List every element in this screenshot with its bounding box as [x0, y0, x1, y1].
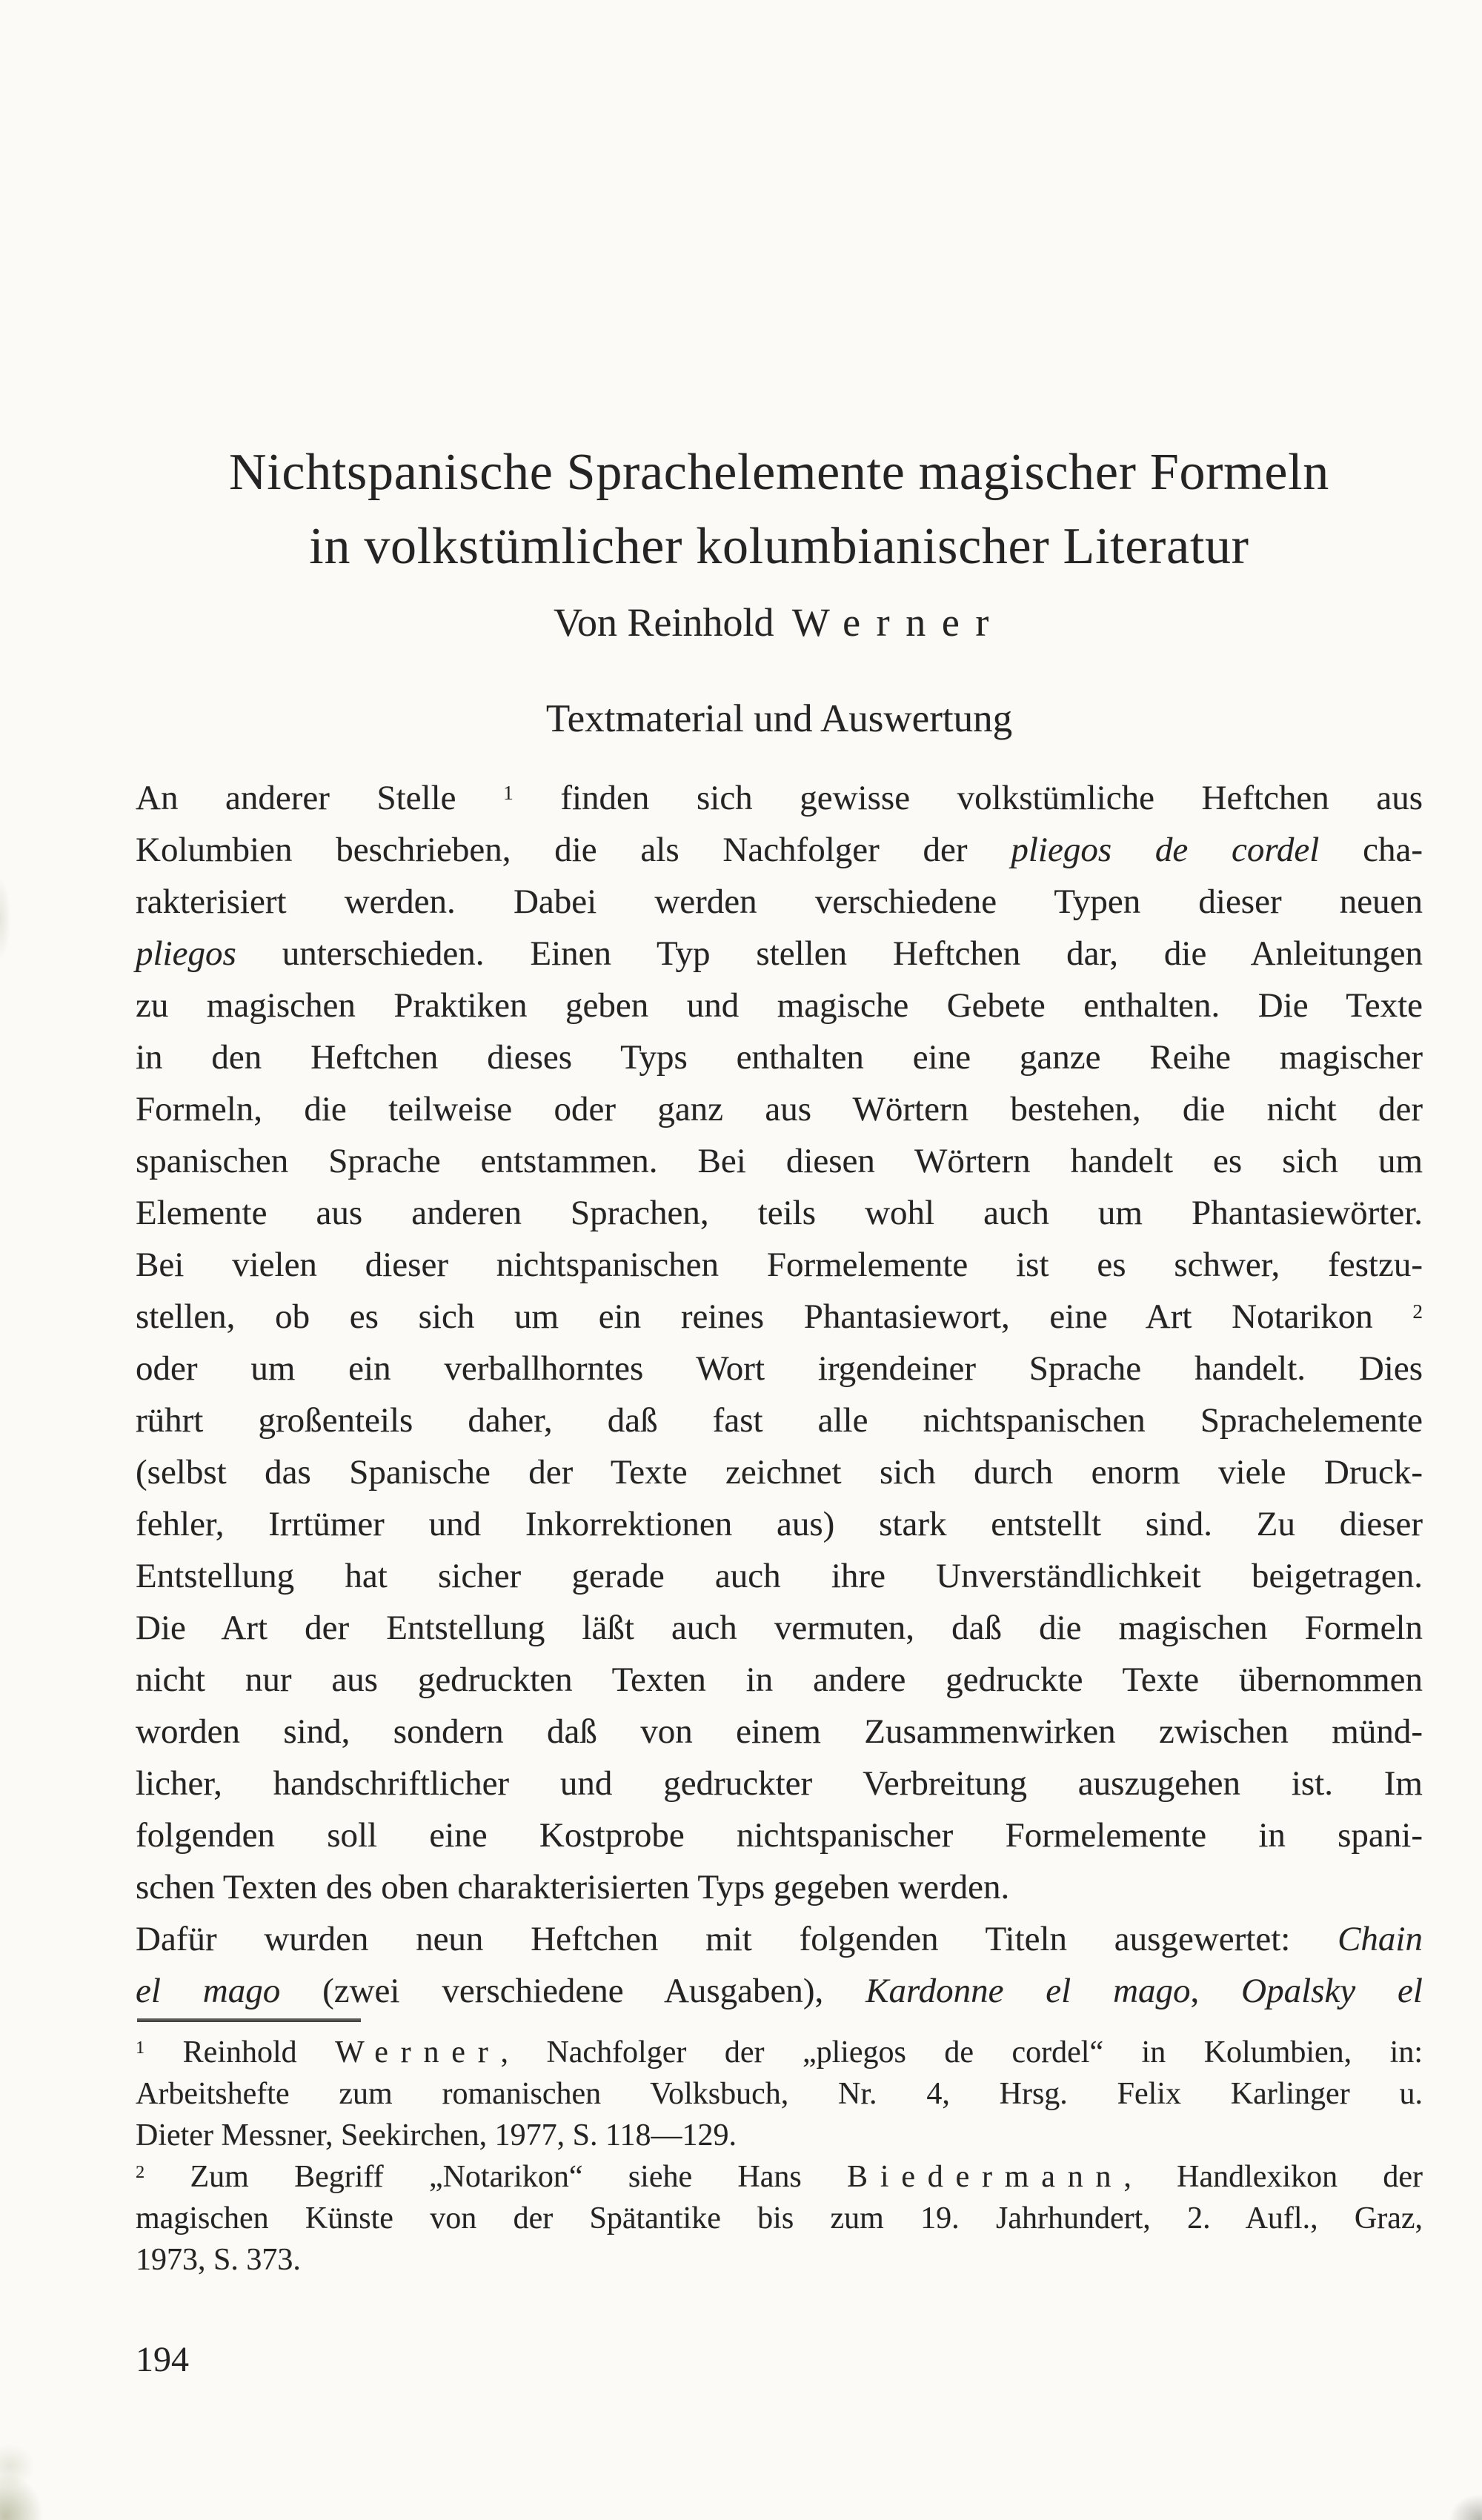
footnote-separator-rule: [137, 2018, 361, 2022]
text-line: [136, 2239, 1423, 2281]
footnotes: [136, 2032, 1423, 2281]
text-segment: schen Texten des oben charakterisierten Typs gegeben werden.: [136, 1868, 1010, 1906]
text-segment: Kardonne el mago: [865, 1972, 1191, 2010]
footnote-marker: 1: [136, 2038, 145, 2058]
text-segment: , Nachfolger der „pliegos de cordel“ in Kolumbien, in:: [500, 2035, 1423, 2069]
text-segment: unterschieden. Einen Typ stellen Heftchen dar, die Anleitungen: [236, 934, 1423, 973]
text-line: [136, 1135, 1423, 1187]
text-line: [136, 1394, 1423, 1446]
text-segment: Formeln, die teilweise oder ganz aus Wörtern bestehen, die nicht der: [136, 1090, 1423, 1128]
text-segment: Reinhold: [144, 2035, 336, 2069]
text-segment: zu magischen Praktiken geben und magische Gebete enthalten. Die Texte: [136, 986, 1423, 1025]
text-segment: Opalsky el: [1241, 1972, 1423, 2010]
scan-smudge-bottom-right: [1423, 2482, 1482, 2520]
text-segment: finden sich gewisse volkstümliche Heftchen aus: [513, 779, 1423, 817]
text-line: [136, 1758, 1423, 1809]
text-segment: ,: [1190, 1972, 1242, 2010]
byline: [136, 600, 1423, 645]
text-segment: 1973, S. 373.: [136, 2243, 301, 2277]
text-line: [136, 2198, 1423, 2239]
article-title-line-1: Nichtspanische Sprachelemente magischer Formeln: [229, 444, 1329, 501]
text-segment: pliegos de cordel: [1011, 831, 1320, 869]
text-segment: Bei vielen dieser nichtspanischen Formelemente ist es schwer, festzu-: [136, 1246, 1423, 1284]
text-line: [136, 1031, 1423, 1083]
text-line: [136, 1602, 1423, 1654]
text-line: [136, 1291, 1423, 1343]
text-line: [136, 772, 1423, 824]
text-line: [136, 824, 1423, 876]
text-line: [136, 1965, 1423, 2017]
text-line: [136, 1654, 1423, 1706]
text-line: [136, 2073, 1423, 2115]
text-segment: el mago: [136, 1972, 281, 2010]
footnote-marker: 2: [136, 2162, 145, 2183]
text-segment: Chain: [1338, 1920, 1423, 1958]
scan-smudge-left-edge: [0, 874, 18, 963]
text-segment: nicht nur aus gedruckten Texten in andere gedruckte Texte übernommen: [136, 1660, 1423, 1699]
text-segment: rakterisiert werden. Dabei werden verschiedene Typen dieser neuen: [136, 882, 1423, 921]
text-segment: folgenden soll eine Kostprobe nichtspanischer Formelemente in spani-: [136, 1816, 1423, 1855]
text-segment: , Handlexikon der: [1123, 2160, 1423, 2194]
text-line: [136, 1706, 1423, 1758]
text-line: [136, 1239, 1423, 1291]
text-segment: Biedermann: [847, 2160, 1124, 2194]
text-line: [136, 1083, 1423, 1135]
text-line: [136, 2115, 1423, 2156]
byline-author-name: Werner: [791, 600, 1005, 645]
text-segment: licher, handschriftlicher und gedruckter Verbreitung auszugehen ist. Im: [136, 1764, 1423, 1803]
text-segment: cha-: [1319, 831, 1423, 869]
text-line: [136, 1187, 1423, 1239]
page-number: 194: [136, 2340, 189, 2379]
text-line: [136, 1446, 1423, 1498]
text-line: [136, 1498, 1423, 1550]
section-heading: Textmaterial und Auswertung: [545, 697, 1013, 740]
article-title-line-2: in volkstümlicher kolumbianischer Literatur: [309, 518, 1249, 575]
text-segment: Werner: [335, 2035, 501, 2069]
text-segment: Zum Begriff „Notarikon“ siehe Hans: [144, 2160, 848, 2194]
text-segment: Kolumbien beschrieben, die als Nachfolger der: [136, 831, 1011, 869]
text-segment: Arbeitshefte zum romanischen Volksbuch, Nr. 4, Hrsg. Felix Karlinger u.: [136, 2077, 1423, 2111]
text-segment: Dafür wurden neun Heftchen mit folgenden Titeln ausgewertet:: [136, 1920, 1338, 1958]
text-segment: rührt großenteils daher, daß fast alle nichtspanischen Sprachelemente: [136, 1401, 1423, 1440]
text-segment: magischen Künste von der Spätantike bis zum 19. Jahrhundert, 2. Aufl., Graz,: [136, 2201, 1423, 2235]
text-segment: oder um ein verballhorntes Wort irgendeiner Sprache handelt. Dies: [136, 1349, 1423, 1388]
text-line: [136, 1809, 1423, 1861]
text-line: [136, 928, 1423, 980]
text-line: [136, 1550, 1423, 1602]
text-segment: spanischen Sprache entstammen. Bei diesen Wörtern handelt es sich um: [136, 1142, 1423, 1180]
text-line: [136, 2032, 1423, 2073]
article-title: [136, 436, 1423, 584]
text-segment: Dieter Messner, Seekirchen, 1977, S. 118—129.: [136, 2118, 737, 2152]
byline-prefix: Von Reinhold: [554, 600, 774, 645]
text-segment: worden sind, sondern daß von einem Zusammenwirken zwischen münd-: [136, 1712, 1423, 1751]
scan-smudge-bottom-left: [0, 2430, 96, 2520]
text-line: [136, 2156, 1423, 2198]
text-segment: in den Heftchen dieses Typs enthalten eine ganze Reihe magischer: [136, 1038, 1423, 1077]
text-segment: pliegos: [136, 934, 236, 973]
text-line: [136, 876, 1423, 928]
text-segment: (zwei verschiedene Ausgaben),: [280, 1972, 866, 2010]
text-line: [136, 980, 1423, 1031]
text-segment: Die Art der Entstellung läßt auch vermuten, daß die magischen Formeln: [136, 1609, 1423, 1647]
text-segment: Elemente aus anderen Sprachen, teils wohl auch um Phantasiewörter.: [136, 1194, 1423, 1232]
text-line: [136, 1861, 1423, 1913]
footnote-marker: 2: [1412, 1300, 1423, 1323]
text-column: [136, 0, 1423, 2520]
text-line: [136, 1913, 1423, 1965]
text-segment: Entstellung hat sicher gerade auch ihre Unverständlichkeit beigetragen.: [136, 1557, 1423, 1595]
text-segment: An anderer Stelle: [136, 779, 504, 817]
text-line: [136, 1343, 1423, 1394]
text-segment: fehler, Irrtümer und Inkorrektionen aus) stark entstellt sind. Zu dieser: [136, 1505, 1423, 1543]
text-segment: (selbst das Spanische der Texte zeichnet sich durch enorm viele Druck-: [136, 1453, 1423, 1492]
body-text: [136, 772, 1423, 2017]
footnote-marker: 1: [503, 781, 514, 804]
text-segment: stellen, ob es sich um ein reines Phantasiewort, eine Art Notarikon: [136, 1297, 1413, 1336]
